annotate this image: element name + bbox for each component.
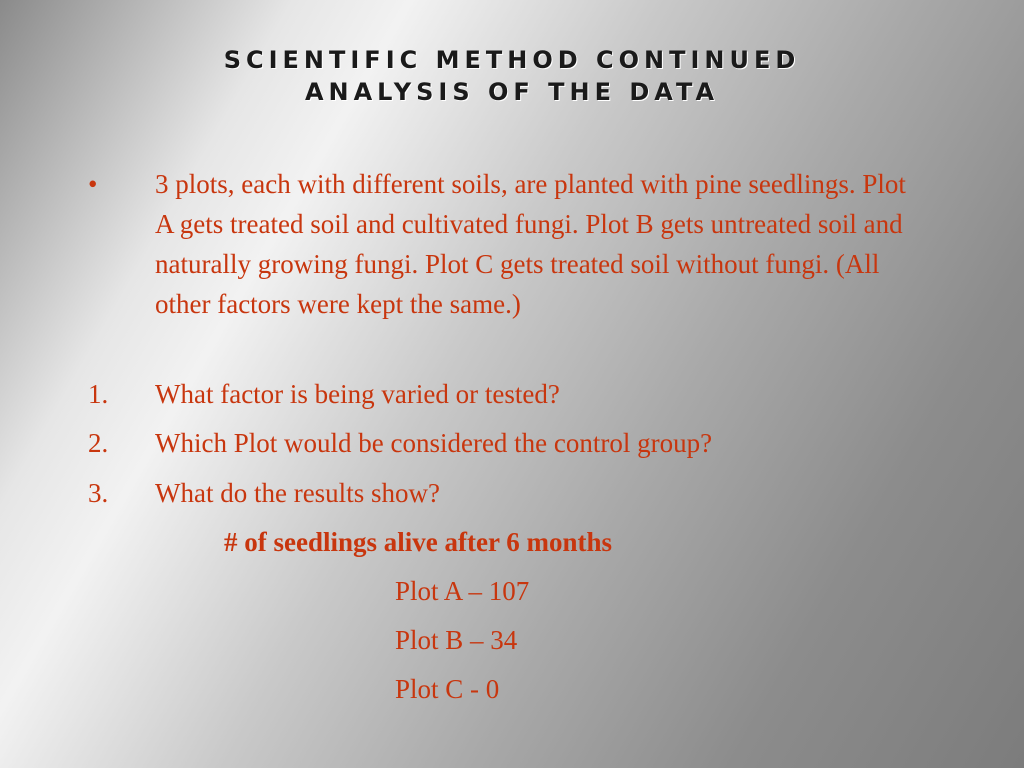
question-text: What do the results show? [155, 478, 440, 508]
slide-title [0, 44, 1024, 108]
question-text: What factor is being varied or tested? [155, 379, 560, 409]
question-item-1 [88, 374, 938, 414]
result-plot-a: Plot A – 107 [395, 576, 530, 606]
title-line-1: SCIENTIFIC METHOD CONTINUED [223, 46, 801, 74]
question-item-3 [88, 473, 938, 513]
question-number: 2. [88, 428, 109, 458]
bullet-text: 3 plots, each with different soils, are planted with pine seedlings. Plot A gets treated soil and cultivated fungi. Plot B gets untreated soil and naturally growing fungi. Plot C gets treated soil without fungi. (All other factors were kept the same.) [155, 169, 906, 319]
result-plot-b: Plot B – 34 [395, 625, 518, 655]
question-number: 3. [88, 478, 109, 508]
question-number: 1. [88, 379, 109, 409]
question-text: Which Plot would be considered the control group? [155, 428, 713, 458]
bullet-marker: • [88, 169, 98, 199]
title-line-2: ANALYSIS OF THE DATA [304, 78, 720, 106]
results-heading: # of seedlings alive after 6 months [224, 527, 612, 557]
question-item-2 [88, 423, 938, 463]
result-plot-c: Plot C - 0 [395, 674, 500, 704]
